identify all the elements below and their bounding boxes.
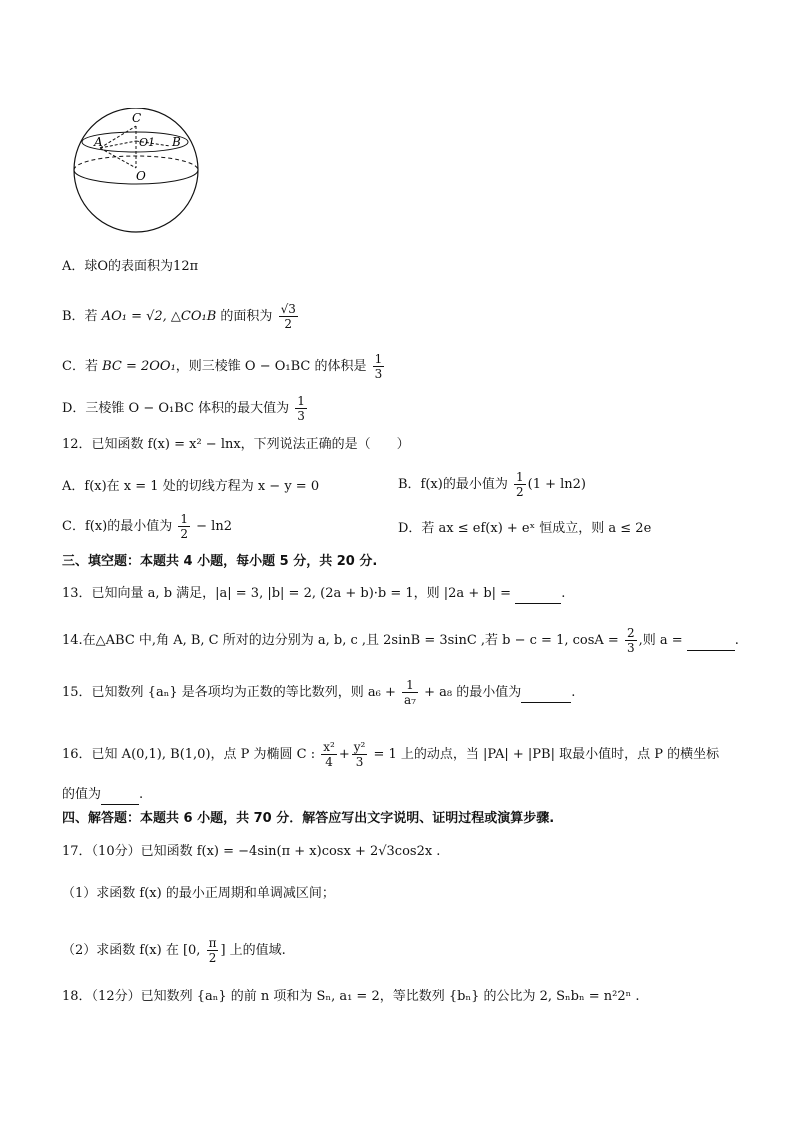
q12-b-denominator: 2 — [515, 485, 524, 499]
section-3-heading: 三、填空题：本题共 4 小题，每小题 5 分，共 20 分. — [62, 554, 378, 569]
q15-denominator: a₇ — [403, 693, 416, 707]
q12-stem: 12．已知函数 f(x) = x² − lnx，下列说法正确的是（ ） — [62, 437, 410, 452]
q11-c-denominator: 3 — [374, 367, 383, 381]
q12-option-a: A．f(x)在 x = 1 处的切线方程为 x − y = 0 — [62, 479, 320, 494]
q11-b-fraction — [279, 302, 298, 331]
q16-suffix: = 1 上的动点，当 |PA| + |PB| 取最小值时，点 P 的横坐标 — [369, 747, 720, 762]
label-o1: O1 — [139, 136, 156, 149]
q12-b-fraction — [514, 470, 526, 499]
q15-fraction — [402, 678, 418, 707]
q16 — [62, 740, 719, 769]
q16-line-2: 的值为 . — [62, 786, 143, 805]
q11-c-mid: ，则三棱锥 O − O₁BC 的体积是 — [175, 359, 371, 374]
q11-c-condition: BC = 2OO₁ — [102, 359, 176, 374]
q17-p2-fraction — [207, 936, 219, 965]
q17-p2-prefix: （2）求函数 f(x) 在 [0, — [62, 943, 205, 958]
q16-y-denominator: 3 — [355, 755, 364, 769]
q14-prefix: 14.在△ABC 中,角 A, B, C 所对的边分别为 a, b, c ,且 2sinB = 3sinC ,若 b − c = 1, cosA = — [62, 633, 623, 648]
q12-c-denominator: 2 — [180, 527, 189, 541]
q12-c-numerator: 1 — [180, 512, 189, 526]
q17-p2-denominator: 2 — [208, 951, 217, 965]
q11-b-numerator: √3 — [280, 302, 296, 316]
q11-b-mid: 的面积为 — [216, 309, 277, 324]
q12-c-fraction — [178, 512, 190, 541]
label-o: O — [136, 169, 146, 183]
q13-text: 13．已知向量 a, b 满足，|a| = 3, |b| = 2, (2a + b)·b = 1，则 |2a + b| = — [62, 586, 516, 601]
q16-x-denominator: 4 — [325, 755, 333, 769]
q11-d-text: D．三棱锥 O − O₁BC 体积的最大值为 — [62, 401, 294, 416]
q12-option-d: D．若 ax ≤ ef(x) + eˣ 恒成立，则 a ≤ 2e — [398, 521, 652, 536]
q15-numerator: 1 — [402, 678, 418, 693]
q17-stem: 17．（10分）已知函数 f(x) = −4sin(π + x)cosx + 2√3cos2x . — [62, 844, 441, 859]
q16-prefix: 16．已知 A(0,1), B(1,0)，点 P 为椭圆 C : — [62, 747, 320, 762]
label-c: C — [132, 111, 142, 125]
segment-ac — [100, 126, 136, 148]
label-b: B — [172, 135, 181, 149]
q16-answer-blank — [101, 786, 139, 805]
q12-c-prefix: C．f(x)的最小值为 — [62, 519, 177, 534]
q14: 14.在△ABC 中,角 A, B, C 所对的边分别为 a, b, c ,且 2sinB = 3sinC ,若 b − c = 1, cosA = $\frac{2}{3}$ ,则 a = . — [62, 626, 739, 655]
q11-option-c — [62, 352, 386, 381]
q11-option-b — [62, 302, 300, 331]
q11-c-fraction — [373, 352, 385, 381]
q11-d-numerator: 1 — [297, 394, 305, 408]
q16-fraction-x — [321, 740, 337, 769]
q11-c-numerator: 1 — [374, 352, 383, 366]
q11-b-denominator: 2 — [284, 317, 293, 331]
q15: 15．已知数列 {aₙ} 是各项均为正数的等比数列，则 a₆ + $\frac{1}{\text{a₇}}$ + a₈ 的最小值为 . — [62, 678, 576, 707]
q11-option-d — [62, 394, 309, 423]
q11-d-fraction — [295, 394, 307, 423]
q11-c-prefix: C．若 — [62, 359, 103, 374]
q14-answer-blank — [687, 632, 735, 651]
sphere-figure — [66, 108, 212, 234]
q17-part-2 — [62, 936, 286, 965]
q16-x-numerator: x² — [323, 740, 335, 754]
q16-plus: + — [338, 747, 350, 762]
q16-fraction-y — [352, 740, 368, 769]
q15-prefix: 15．已知数列 {aₙ} 是各项均为正数的等比数列，则 a₆ + — [62, 685, 400, 700]
q13: 13．已知向量 a, b 满足，|a| = 3, |b| = 2, (2a + b)·b = 1，则 |2a + b| = . — [62, 585, 565, 604]
q12-c-suffix: − ln2 — [192, 519, 232, 534]
q14-suffix: ,则 a = — [638, 633, 687, 648]
q12-b-numerator: 1 — [515, 470, 524, 484]
q14-fraction — [625, 626, 637, 655]
q12-b-prefix: B．f(x)的最小值为 — [398, 477, 512, 492]
q11-b-condition: AO₁ = √2, △CO₁B — [101, 309, 217, 324]
q11-option-a: A．球O的表面积为12π — [62, 259, 199, 274]
q17-p2-suffix: ] 上的值域. — [220, 943, 286, 958]
q15-suffix: + a₈ 的最小值为 — [419, 685, 522, 700]
q16-line2-text: 的值为 — [62, 787, 102, 802]
q12-option-b — [398, 470, 586, 499]
q11-d-denominator: 3 — [297, 409, 305, 423]
label-a: A — [94, 135, 103, 149]
section-4-heading: 四、解答题：本题共 6 小题，共 70 分．解答应写出文字说明、证明过程或演算步骤. — [62, 811, 555, 826]
q14-numerator: 2 — [626, 626, 635, 640]
q16-y-numerator: y² — [353, 740, 366, 754]
q17-p2-numerator: π — [208, 936, 217, 950]
q14-denominator: 3 — [626, 641, 635, 655]
q17-part-1: （1）求函数 f(x) 的最小正周期和单调减区间； — [62, 886, 335, 901]
q12-b-suffix: (1 + ln2) — [527, 477, 586, 492]
q15-answer-blank — [521, 684, 571, 703]
q13-answer-blank — [515, 585, 561, 604]
q12-option-c — [62, 512, 232, 541]
q11-b-prefix: B．若 — [62, 309, 102, 324]
q18-stem: 18．（12分）已知数列 {aₙ} 的前 n 项和为 Sₙ, a₁ = 2，等比数列 {bₙ} 的公比为 2, Sₙbₙ = n²2ⁿ . — [62, 989, 640, 1004]
